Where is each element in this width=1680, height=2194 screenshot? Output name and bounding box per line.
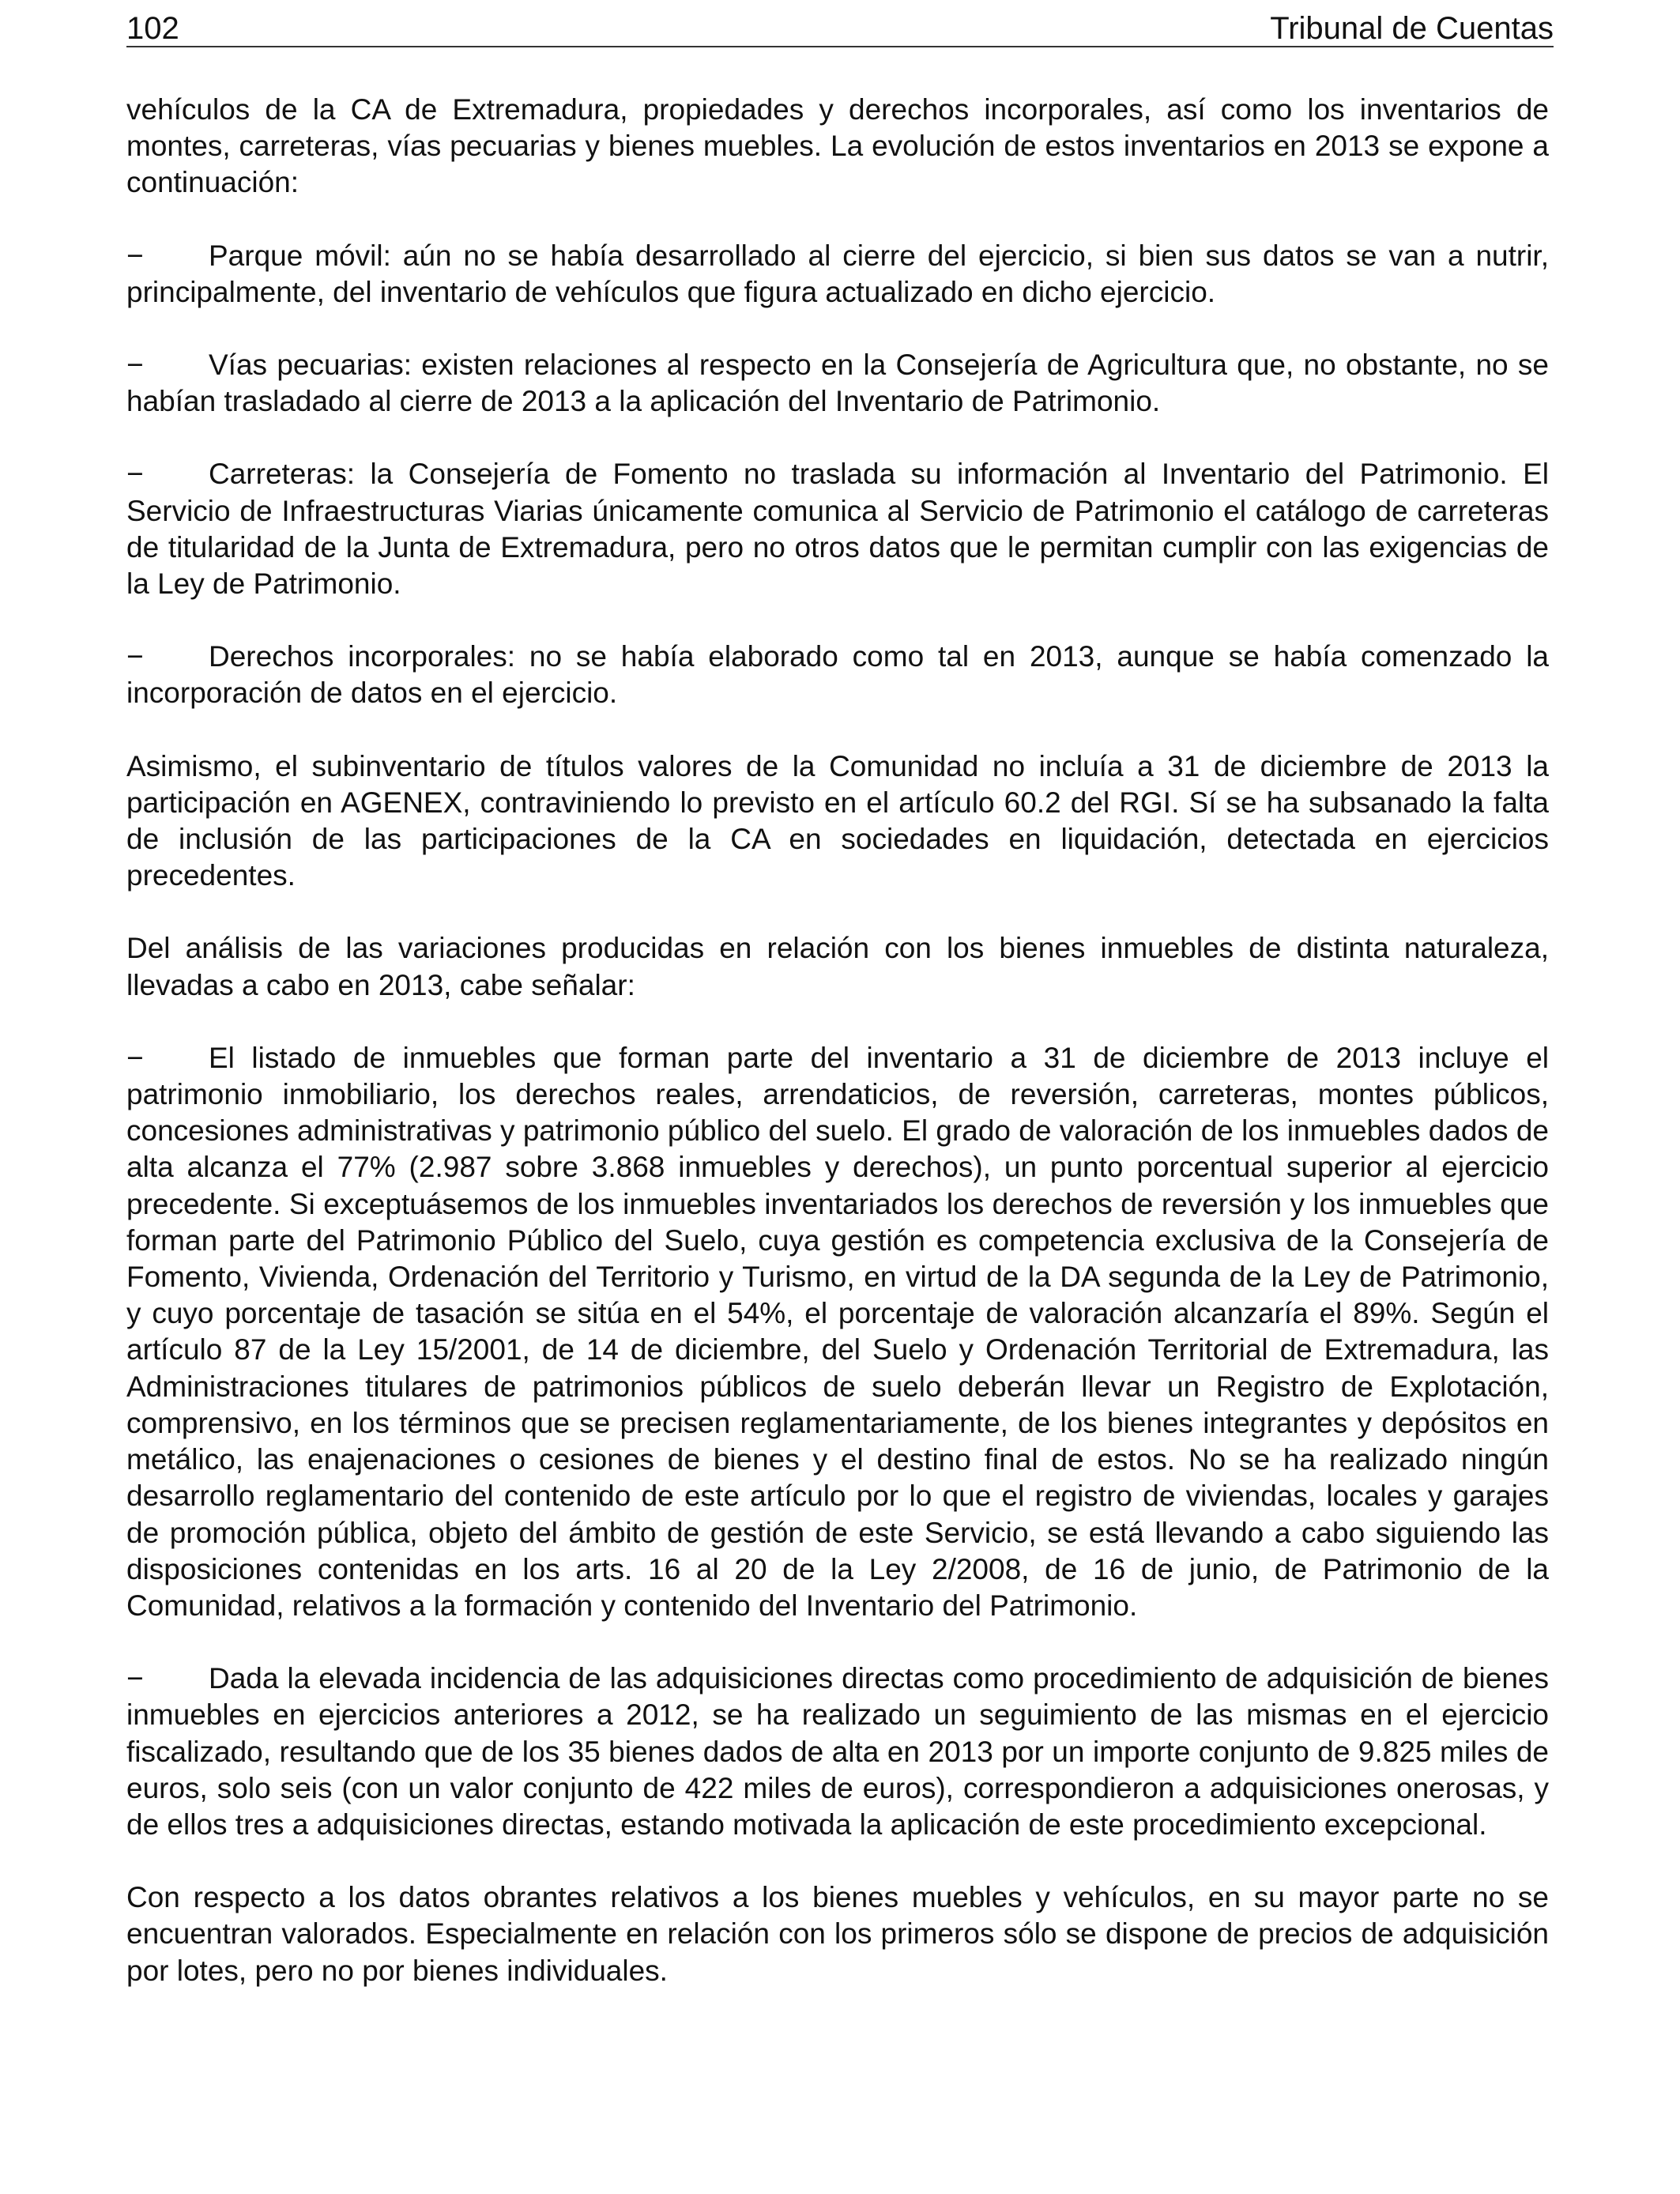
paragraph-text: Carreteras: la Consejería de Fomento no traslada su información al Inventario del Patrimonio. El Servicio de Infraestructuras Viarias únicamente comunica al Servicio de Patrimonio el catálogo de carreteras de titularidad de la Junta de Extremadura, pero no otros datos que le permitan cumplir con las exigencias de la Ley de Patrimonio. — [126, 458, 1549, 601]
paragraph-text: Derechos incorporales: no se había elaborado como tal en 2013, aunque se había comenzado la incorporación de datos en el ejercicio. — [126, 640, 1549, 710]
page-header — [126, 6, 1554, 47]
paragraph-titulos-valores — [126, 748, 1549, 895]
page-number: 102 — [126, 11, 179, 46]
bullet-adquisiciones-directas — [126, 1661, 1549, 1843]
paragraph-text: Vías pecuarias: existen relaciones al respecto en la Consejería de Agricultura que, no obstante, no se habían trasladado al cierre de 2013 a la aplicación del Inventario de Patrimonio. — [126, 349, 1549, 418]
paragraph-text: Con respecto a los datos obrantes relativos a los bienes muebles y vehículos, en su mayor parte no se encuentran valorados. Especialmente en relación con los primeros sólo se dispone de precios de adquisición por lotes, pero no por bienes individuales. — [126, 1881, 1549, 1987]
bullet-derechos-incorporales — [126, 639, 1549, 711]
paragraph-text: vehículos de la CA de Extremadura, propiedades y derechos incorporales, así como los inventarios de montes, carreteras, vías pecuarias y bienes muebles. La evolución de estos inventarios en 2013 se expone a continuación: — [126, 93, 1549, 199]
dash-bullet: − — [126, 349, 144, 382]
bullet-listado-inmuebles — [126, 1040, 1549, 1624]
bullet-parque-movil — [126, 238, 1549, 311]
dash-bullet: − — [126, 458, 144, 491]
dash-bullet: − — [126, 640, 144, 673]
paragraph-text: Parque móvil: aún no se había desarrollado al cierre del ejercicio, si bien sus datos se van a nutrir, principalmente, del inventario de vehículos que figura actualizado en dicho ejercicio. — [126, 239, 1549, 308]
header-title: Tribunal de Cuentas — [1270, 11, 1554, 46]
dash-bullet: − — [126, 1662, 144, 1695]
document-body — [126, 92, 1549, 2026]
paragraph-bienes-muebles — [126, 1879, 1549, 1989]
dash-bullet: − — [126, 1041, 144, 1074]
paragraph-text: Dada la elevada incidencia de las adquisiciones directas como procedimiento de adquisición de bienes inmuebles en ejercicios anteriores a 2012, se ha realizado un seguimiento de las mismas en el ejercicio fiscalizado, resultando que de los 35 bienes dados de alta en 2013 por un importe conjunto de 9.825 miles de euros, solo seis (con un valor conjunto de 422 miles de euros), correspondieron a adquisiciones onerosas, y de ellos tres a adquisiciones directas, estando motivada la aplicación de este procedimiento excepcional. — [126, 1662, 1549, 1841]
paragraph-text: Del análisis de las variaciones producidas en relación con los bienes inmuebles de distinta naturaleza, llevadas a cabo en 2013, cabe señalar: — [126, 932, 1549, 1001]
paragraph-intro — [126, 92, 1549, 202]
dash-bullet: − — [126, 239, 144, 272]
bullet-carreteras — [126, 456, 1549, 602]
paragraph-analisis-variaciones — [126, 930, 1549, 1003]
paragraph-text: Asimismo, el subinventario de títulos valores de la Comunidad no incluía a 31 de diciembre de 2013 la participación en AGENEX, contraviniendo lo previsto en el artículo 60.2 del RGI. Sí se ha subsanado la falta de inclusión de las participaciones de la CA en sociedades en liquidación, detectada en ejercicios precedentes. — [126, 749, 1549, 892]
bullet-vias-pecuarias — [126, 347, 1549, 420]
paragraph-text: El listado de inmuebles que forman parte del inventario a 31 de diciembre de 2013 incluye el patrimonio inmobiliario, los derechos reales, arrendaticios, de reversión, carreteras, montes públicos, concesiones administrativas y patrimonio público del suelo. El grado de valoración de los inmuebles dados de alta alcanza el 77% (2.987 sobre 3.868 inmuebles y derechos), un punto porcentual superior al ejercicio precedente. Si exceptuásemos de los inmuebles inventariados los derechos de reversión y los inmuebles que forman parte del Patrimonio Público del Suelo, cuya gestión es competencia exclusiva de la Consejería de Fomento, Vivienda, Ordenación del Territorio y Turismo, en virtud de la DA segunda de la Ley de Patrimonio, y cuyo porcentaje de tasación se sitúa en el 54%, el porcentaje de valoración alcanzaría el 89%. Según el artículo 87 de la Ley 15/2001, de 14 de diciembre, del Suelo y Ordenación Territorial de Extremadura, las Administraciones titulares de patrimonios públicos de suelo deberán llevar un Registro de Explotación, comprensivo, en los términos que se precisen reglamentariamente, de los bienes integrantes y depósitos en metálico, las enajenaciones o cesiones de bienes y el destino final de estos. No se ha realizado ningún desarrollo reglamentario del contenido de este artículo por lo que el registro de viviendas, locales y garajes de promoción pública, objeto del ámbito de gestión de este Servicio, se está llevando a cabo siguiendo las disposiciones contenidas en los arts. 16 al 20 de la Ley 2/2008, de 16 de junio, de Patrimonio de la Comunidad, relativos a la formación y contenido del Inventario del Patrimonio. — [126, 1041, 1549, 1622]
